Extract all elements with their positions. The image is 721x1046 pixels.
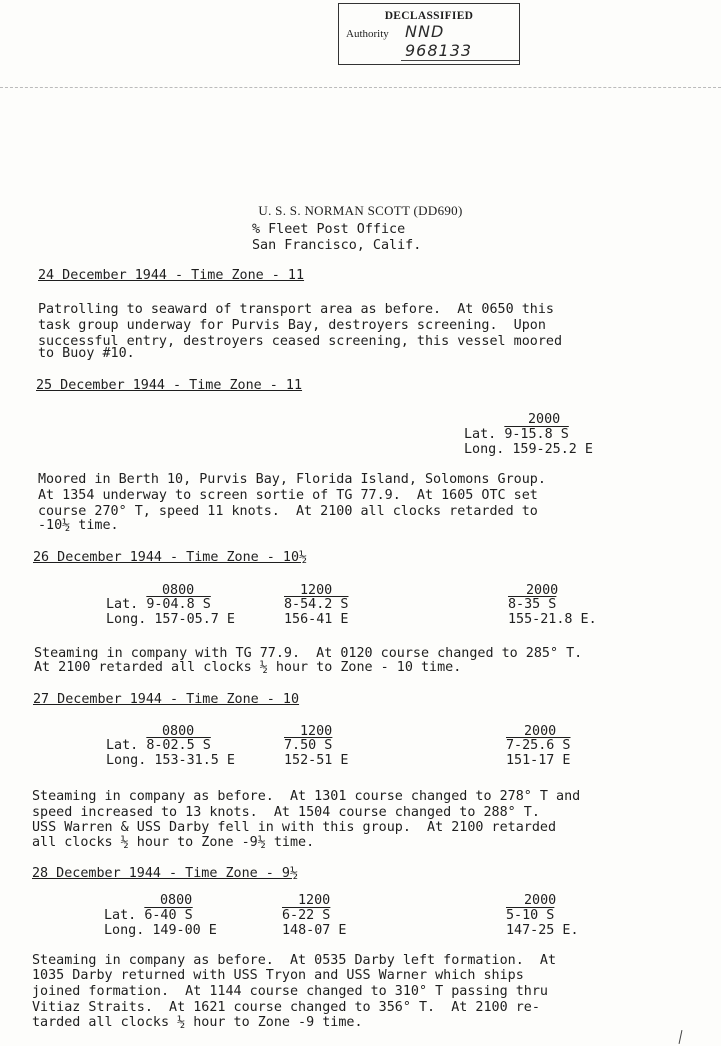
stamp-title: DECLASSIFIED — [384, 10, 474, 22]
position-lat: 8-35 S — [508, 597, 557, 612]
entry-heading: 24 December 1944 - Time Zone - 11 — [38, 268, 305, 283]
entry-text-line: Patrolling to seaward of transport area as before. At 0650 this — [38, 302, 554, 317]
position-time: 2000 — [528, 412, 561, 427]
entry-text-line: speed increased to 13 knots. At 1504 course changed to 288° T. — [32, 805, 540, 820]
entry-text-line: Moored in Berth 10, Purvis Bay, Florida Island, Solomons Group. — [38, 472, 546, 487]
position-time: 2000 — [524, 893, 557, 908]
position-long: Long. 149-00 E — [104, 923, 217, 938]
entry-text-line: At 1354 underway to screen sortie of TG 77.9. At 1605 OTC set — [38, 488, 538, 503]
entry-text-line: Steaming in company with TG 77.9. At 0120 course changed to 285° T. — [34, 646, 583, 661]
entry-heading: 28 December 1944 - Time Zone - 9½ — [32, 866, 299, 881]
position-time: 1200 — [300, 724, 333, 739]
position-lat: 8-54.2 S — [284, 597, 349, 612]
entry-text-line: -10½ time. — [38, 518, 119, 533]
position-long: 156-41 E — [284, 612, 349, 627]
position-lat: Lat. 6-40 S — [104, 908, 193, 923]
entry-heading: 25 December 1944 - Time Zone - 11 — [36, 378, 303, 393]
position-long: 155-21.8 E. — [508, 612, 597, 627]
entry-text-line: USS Warren & USS Darby fell in with this group. At 2100 retarded — [32, 820, 557, 835]
entry-text-line: Steaming in company as before. At 1301 course changed to 278° T and — [32, 789, 581, 804]
position-time: 1200 — [298, 893, 331, 908]
position-long: Long. 153-31.5 E — [106, 753, 235, 768]
position-time: 2000 — [524, 724, 557, 739]
entry-text-line: Vitiaz Straits. At 1621 course changed to 356° T. At 2100 re- — [32, 1000, 540, 1015]
position-long: Long. 159-25.2 E — [464, 442, 593, 457]
position-time: 2000 — [526, 583, 559, 598]
position-lat: 6-22 S — [282, 908, 331, 923]
entry-text-line: joined formation. At 1144 course changed to 310° T passing thru — [32, 984, 548, 999]
entry-text-line: At 2100 retarded all clocks ½ hour to Zone - 10 time. — [34, 660, 462, 675]
entry-text-line: all clocks ½ hour to Zone -9½ time. — [32, 835, 315, 850]
entry-text-line: course 270° T, speed 11 knots. At 2100 all clocks retarded to — [38, 504, 538, 519]
entry-text-line: Steaming in company as before. At 0535 Darby left formation. At — [32, 953, 557, 968]
position-time: 0800 — [162, 583, 195, 598]
stamp-authority-label: Authority — [346, 28, 389, 40]
declassified-stamp — [338, 3, 520, 65]
position-time: 0800 — [162, 724, 195, 739]
position-lat: 7.50 S — [284, 738, 333, 753]
entry-heading: 26 December 1944 - Time Zone - 10½ — [33, 550, 308, 565]
pencil-mark — [679, 1030, 683, 1044]
position-lat: 5-10 S — [506, 908, 555, 923]
entry-text-line: successful entry, destroyers ceased screening, this vessel moored — [38, 334, 563, 349]
position-lat: Lat. 8-02.5 S — [106, 738, 211, 753]
entry-text-line: tarded all clocks ½ hour to Zone -9 time. — [32, 1015, 363, 1030]
position-long: 147-25 E. — [506, 923, 579, 938]
entry-text-line: to Buoy #10. — [38, 346, 135, 361]
entry-text-line: 1035 Darby returned with USS Tryon and USS Warner which ships — [32, 968, 524, 983]
position-long: 148-07 E — [282, 923, 347, 938]
stamp-authority-number: NND 968133 — [401, 22, 519, 61]
city-line: San Francisco, Calif. — [252, 238, 422, 253]
position-time: 1200 — [300, 583, 333, 598]
position-lat: Lat. 9-04.8 S — [106, 597, 211, 612]
position-lat: 7-25.6 S — [506, 738, 571, 753]
entry-text-line: task group underway for Purvis Bay, destroyers screening. Upon — [38, 318, 546, 333]
position-long: 152-51 E — [284, 753, 349, 768]
fleet-post-office: % Fleet Post Office — [252, 222, 406, 237]
position-long: Long. 157-05.7 E — [106, 612, 235, 627]
ship-name: U. S. S. NORMAN SCOTT (DD690) — [258, 203, 463, 218]
entry-heading: 27 December 1944 - Time Zone - 10 — [33, 692, 300, 707]
position-time: 0800 — [160, 893, 193, 908]
position-lat: Lat. 9-15.8 S — [464, 427, 569, 442]
position-long: 151-17 E — [506, 753, 571, 768]
scan-artifact-line — [0, 87, 721, 88]
